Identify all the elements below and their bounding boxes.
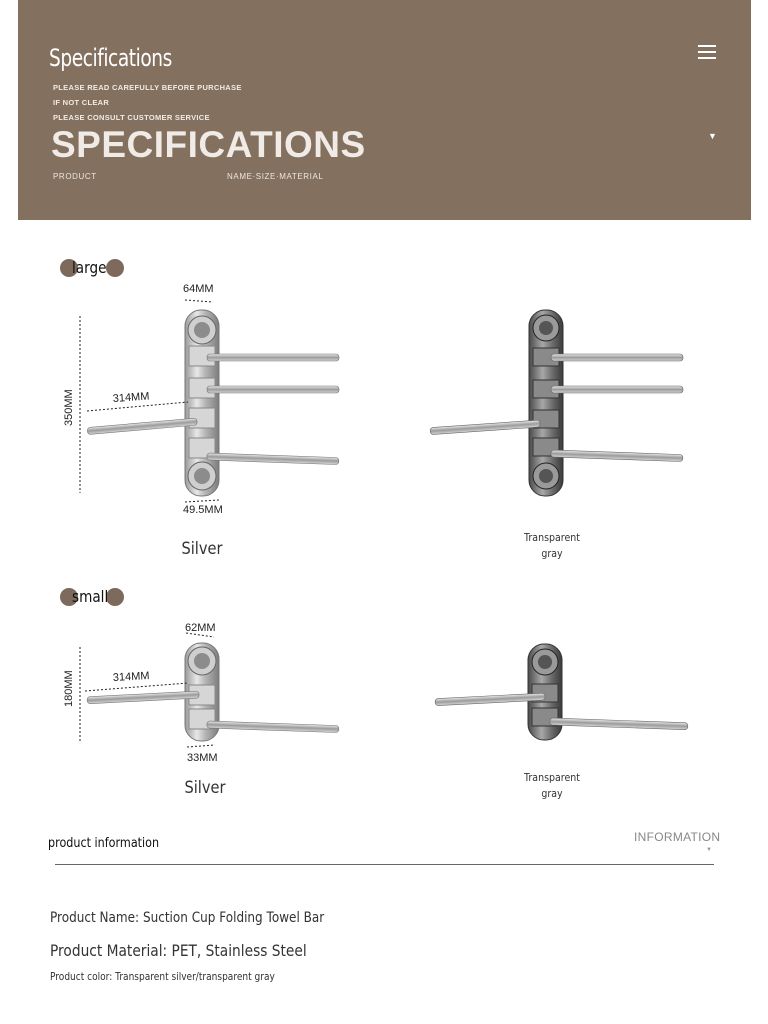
large-silver-towel-bar-image xyxy=(55,278,355,518)
dim-height: 350MM xyxy=(63,389,75,426)
size-label: small xyxy=(72,587,109,606)
dim-top-width: 64MM xyxy=(183,283,214,295)
small-silver-towel-bar-image xyxy=(55,615,355,765)
caret-down-icon: ▼ xyxy=(706,847,712,853)
variant-label-silver-small: Silver xyxy=(184,778,226,798)
product-info-heading: product information xyxy=(48,836,160,851)
dim-arm-length: 314MM xyxy=(112,390,150,405)
small-gray-towel-bar-image xyxy=(430,638,695,748)
dim-arm-length: 314MM xyxy=(112,670,150,684)
size-label: large xyxy=(72,258,107,277)
banner-title-small: Specifications xyxy=(49,44,172,72)
dim-height: 180MM xyxy=(63,670,75,707)
specifications-banner xyxy=(18,0,751,220)
caret-down-icon[interactable]: ▼ xyxy=(708,131,717,141)
variant-label-gray-small: Transparent gray xyxy=(523,771,581,800)
information-tag: INFORMATION xyxy=(634,830,721,844)
large-gray-towel-bar-image xyxy=(425,300,695,510)
product-material: Product Material: PET, Stainless Steel xyxy=(50,941,307,960)
dim-top-width: 62MM xyxy=(185,622,216,634)
size-tag-large xyxy=(60,257,130,279)
variant-label-gray-large: Transparent gray xyxy=(523,531,581,560)
banner-caption-right: NAME·SIZE·MATERIAL xyxy=(227,172,324,181)
banner-title-big: SPECIFICATIONS xyxy=(51,124,366,165)
dim-bottom-width: 33MM xyxy=(187,752,218,764)
banner-caption-left: PRODUCT xyxy=(53,172,97,181)
banner-note-2: IF NOT CLEAR xyxy=(53,98,110,107)
size-tag-small xyxy=(60,586,130,608)
product-name: Product Name: Suction Cup Folding Towel Bar xyxy=(50,910,325,926)
banner-note-1: PLEASE READ CAREFULLY BEFORE PURCHASE xyxy=(53,83,242,92)
banner-note-3: PLEASE CONSULT CUSTOMER SERVICE xyxy=(53,113,210,122)
product-color: Product color: Transparent silver/transparent gray xyxy=(50,971,275,983)
variant-label-silver-large: Silver xyxy=(181,539,223,559)
dim-bottom-width: 49.5MM xyxy=(183,504,223,516)
menu-icon[interactable] xyxy=(698,45,716,61)
divider xyxy=(55,864,714,865)
